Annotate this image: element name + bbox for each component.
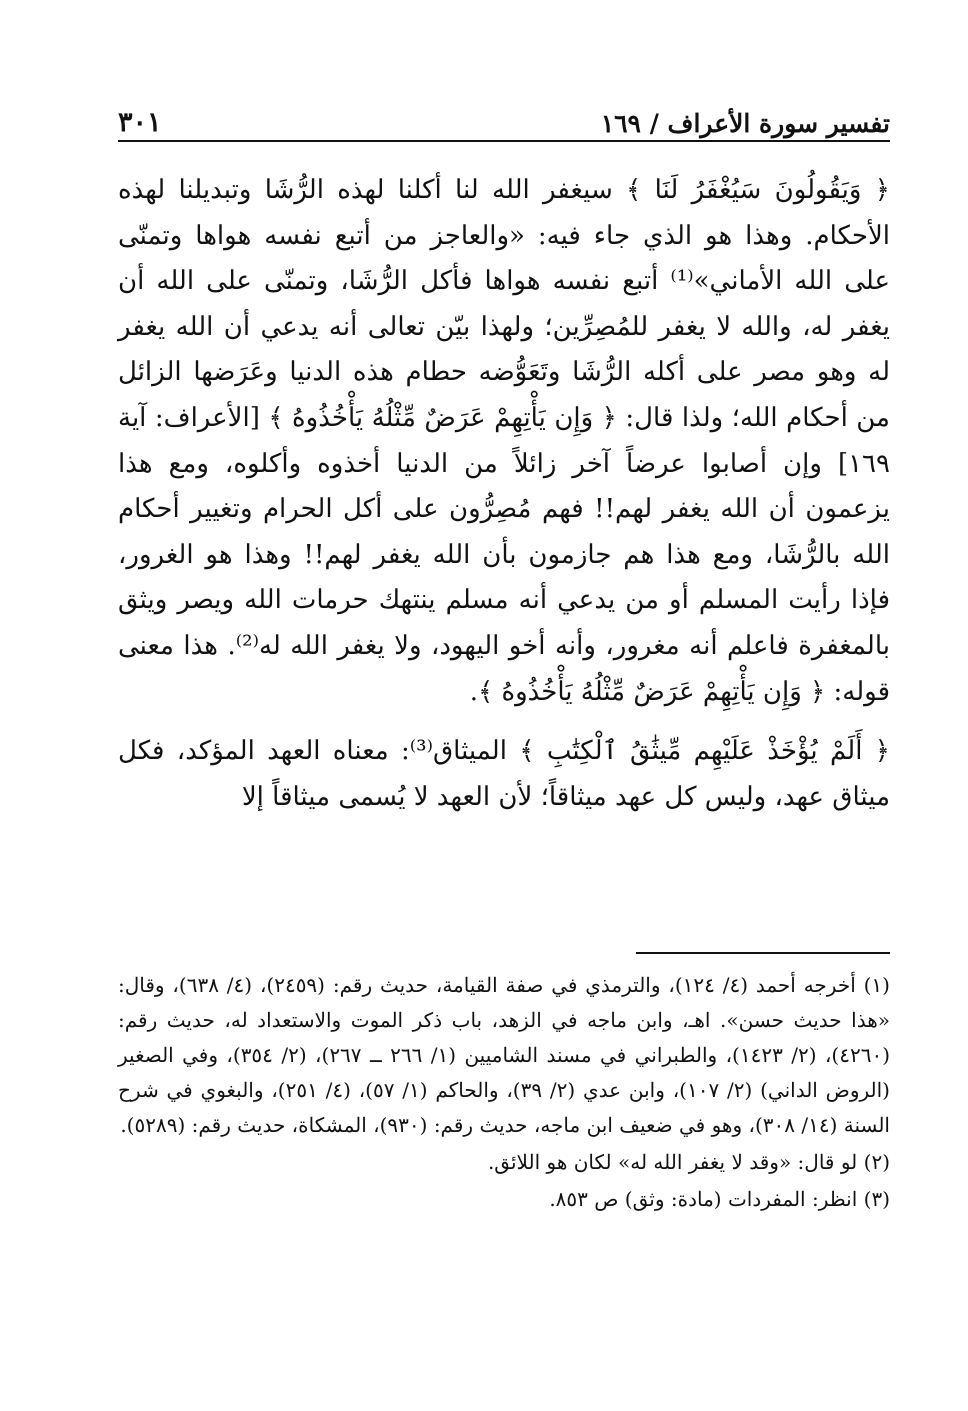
running-header <box>118 92 890 138</box>
footnote-separator <box>636 952 890 954</box>
footnotes <box>118 968 890 1219</box>
main-text <box>118 168 890 820</box>
footnote-1: (١) أخرجه أحمد (٤/ ١٢٤)، والترمذي في صفة القيامة، حديث رقم: (٢٤٥٩)، (٤/ ٦٣٨)، وقال: «هذا حديث حسن». اهـ، وابن ماجه في الزهد، باب ذكر الموت والاستعداد له، حديث رقم: (٤٢٦٠)، (٢/ ١٤٢٣)، والطبراني في مسند الشاميين (١/ ٢٦٦ ــ ٢٦٧)، (٢/ ٣٥٤)، وفي الصغير (الروض الداني) (٢/ ١٠٧)، وابن عدي (٢/ ٣٩)، والحاكم (١/ ٥٧)، (٤/ ٢٥١)، والبغوي في شرح السنة (١٤/ ٣٠٨)، وهو في ضعيف ابن ماجه، حديث رقم: (٩٣٠)، المشكاة، حديث رقم: (٥٢٨٩). <box>118 973 890 1137</box>
header-rule <box>118 140 890 142</box>
footnote-3: (٣) انظر: المفردات (مادة: وثق) ص ٨٥٣. <box>549 1187 890 1211</box>
paragraph-2: ﴿ أَلَمْ يُؤْخَذْ عَلَيْهِم مِّيثَٰقُ ٱلْكِتَٰبِ ﴾ الميثاق⁽³⁾: معناه العهد المؤكد، فكل ميثاق عهد، وليس كل عهد ميثاقاً؛ لأن العهد لا يُسمى ميثاقاً إلا <box>118 736 890 812</box>
footnote-2: (٢) لو قال: «وقد لا يغفر الله له» لكان هو اللائق. <box>487 1150 890 1174</box>
header-title: تفسير سورة الأعراف / ١٦٩ <box>600 109 890 138</box>
page-number: ٣٠١ <box>118 107 162 138</box>
paragraph-1: ﴿ وَيَقُولُونَ سَيُغْفَرُ لَنَا ﴾ سيغفر الله لنا أكلنا لهذه الرُّشَا وتبديلنا لهذه الأحكام. وهذا هو الذي جاء فيه: «والعاجز من أتبع نفسه هواها وتمنّى على الله الأماني»⁽¹⁾ أتبع نفسه هواها فأكل الرُّشَا، وتمنّى على الله أن يغفر له، والله لا يغفر للمُصِرِّين؛ ولهذا بيّن تعالى أنه يدعي أن الله يغفر له وهو مصر على أكله الرُّشَا وتَعَوُّضه حطام هذه الدنيا وعَرَضها الزائل من أحكام الله؛ ولذا قال: ﴿ وَإِن يَأْتِهِمْ عَرَضٌ مِّثْلُهُ يَأْخُذُوهُ ﴾ [الأعراف: آية ١٦٩] وإن أصابوا عرضاً آخر زائلاً من الدنيا أخذوه وأكلوه، ومع هذا يزعمون أن الله يغفر لهم!! فهم مُصِرُّون على أكل الحرام وتغيير أحكام الله بالرُّشَا، ومع هذا هم جازمون بأن الله يغفر لهم!! وهذا هو الغرور، فإذا رأيت المسلم أو من يدعي أنه مسلم ينتهك حرمات الله ويصر ويثق بالمغفرة فاعلم أنه مغرور، وأنه أخو اليهود، ولا يغفر الله له⁽²⁾. هذا معنى قوله: ﴿ وَإِن يَأْتِهِمْ عَرَضٌ مِّثْلُهُ يَأْخُذُوهُ ﴾. <box>118 175 890 707</box>
